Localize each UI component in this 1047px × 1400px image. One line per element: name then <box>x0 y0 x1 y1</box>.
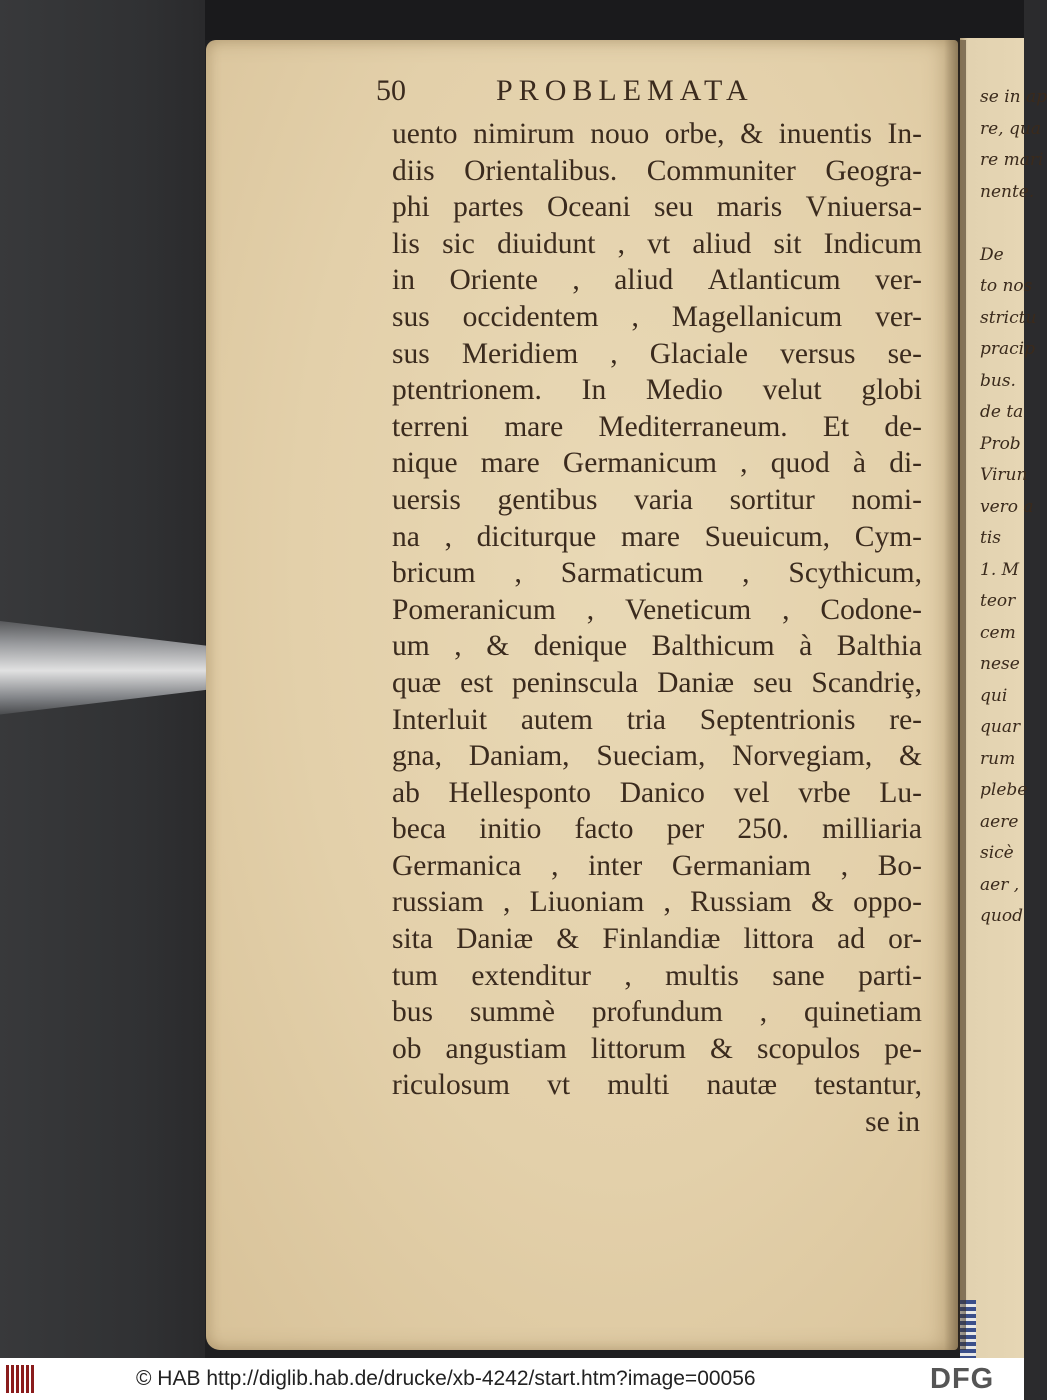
text-line: ab Hellesponto Danico vel vrbe Lu- <box>392 776 922 809</box>
text-line: sus occidentem , Magellanicum ver- <box>392 300 922 333</box>
running-title: PROBLEMATA <box>496 74 754 107</box>
text-line: sita Daniæ & Finlandiæ littora ad or- <box>392 923 922 956</box>
text-line: diis Orientalibus. Communiter Geogra- <box>392 154 922 187</box>
text-line: sus Meridiem , Glaciale versus se- <box>392 337 922 370</box>
viewer-footer <box>0 1358 1024 1400</box>
text-line: beca initio facto per 250. milliaria <box>392 813 922 846</box>
text-line: phi partes Oceani seu maris Vniuersa- <box>392 191 922 224</box>
text-line: riculosum vt multi nautæ testantur, <box>392 1069 922 1102</box>
text-line: Interluit autem tria Septentrionis re- <box>392 703 922 736</box>
text-line: terreni mare Mediterraneum. Et de- <box>392 410 922 443</box>
text-lines <box>392 116 922 1104</box>
text-line: um , & denique Balthicum à Balthia <box>392 630 922 663</box>
text-line: uersis gentibus varia sortitur nomi- <box>392 483 922 516</box>
footer-credit-link[interactable]: © HAB http://diglib.hab.de/drucke/xb-4242/start.htm?image=00056 <box>136 1367 756 1390</box>
text-line: in Oriente , aliud Atlanticum ver- <box>392 264 922 297</box>
adjacent-page-text: se in ap re, qua re mari nente. De to nos strictu pracip bus. de ta Prob Virun vero a tis 1. M teor cem nese qui quar rum plebe aere sicè aer , quod <box>980 87 1047 926</box>
text-line: ob angustiam littorum & scopulos pe- <box>392 1032 922 1065</box>
text-line: nique mare Germanicum , quod à di- <box>392 447 922 480</box>
text-line: bus summè profundum , quinetiam <box>392 996 922 1029</box>
text-line: na , diciturque mare Sueuicum, Cym- <box>392 520 922 553</box>
text-line: lis sic diuidunt , vt aliud sit Indicum <box>392 227 922 260</box>
text-line: quæ est peninscula Daniæ seu Scandriȩ, <box>392 666 922 699</box>
spine-shadow <box>944 40 966 1350</box>
text-line: gna, Daniam, Sueciam, Norvegiam, & <box>392 740 922 773</box>
text-line: uento nimirum nouo orbe, & inuentis In- <box>392 118 922 150</box>
text-line: Pomeranicum , Veneticum , Codone- <box>392 593 922 626</box>
hab-logo-icon <box>6 1365 36 1393</box>
page-number: 50 <box>376 74 406 107</box>
dfg-logo: DFG <box>930 1363 995 1395</box>
text-line: russiam , Liuoniam , Russiam & oppo- <box>392 886 922 919</box>
running-header <box>376 74 922 116</box>
catchword: se in <box>865 1106 920 1139</box>
page-text-block <box>376 74 922 1141</box>
text-line: bricum , Sarmaticum , Scythicum, <box>392 557 922 590</box>
text-line: ptentrionem. In Medio velut globi <box>392 374 922 407</box>
text-line: Germanica , inter Germaniam , Bo- <box>392 849 922 882</box>
text-line: tum extenditur , multis sane parti- <box>392 959 922 992</box>
